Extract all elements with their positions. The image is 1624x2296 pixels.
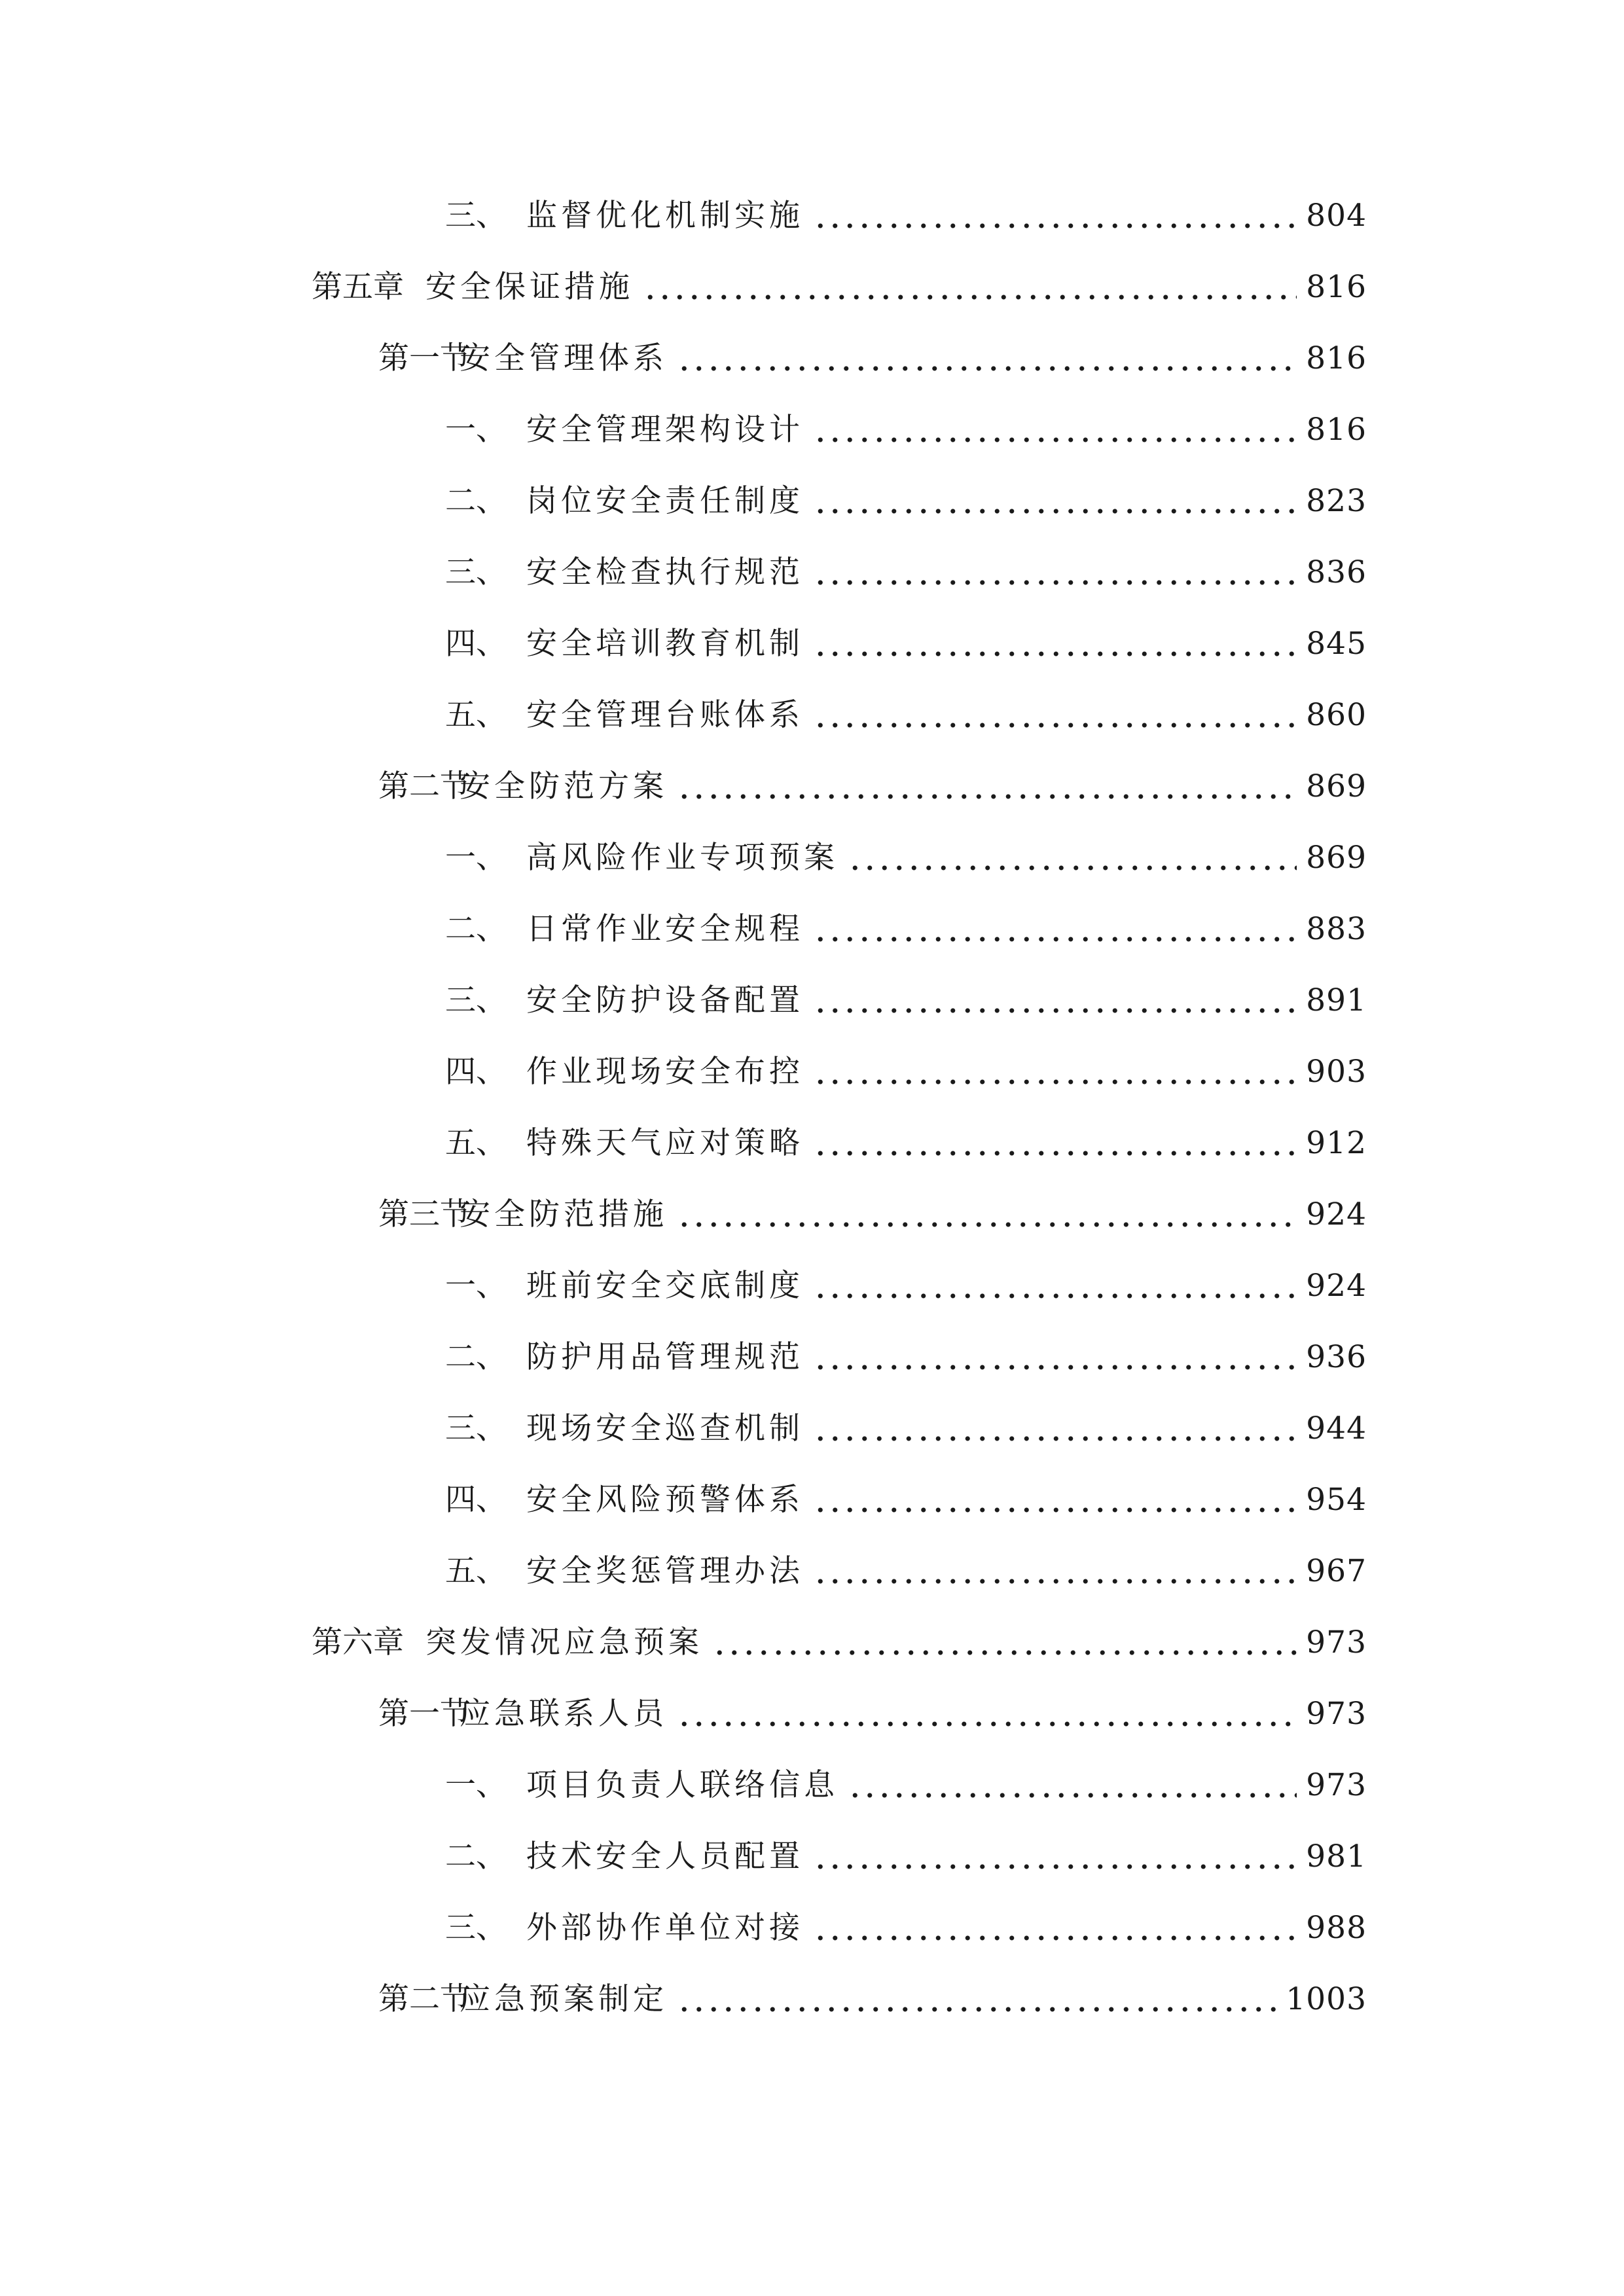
toc-entry-page: 804 xyxy=(1306,198,1367,234)
toc-entry[interactable] xyxy=(445,1396,1367,1448)
toc-entry-title: 项目负责人联络信息 xyxy=(526,1767,839,1803)
toc-entry-marker: 第一节 xyxy=(378,340,471,376)
toc-entry-marker: 第六章 xyxy=(312,1624,404,1660)
toc-entry-title: 监督优化机制实施 xyxy=(526,198,804,234)
toc-entry-marker: 五、 xyxy=(445,1553,507,1589)
toc-entry-page: 981 xyxy=(1306,1839,1367,1874)
toc-entry-page: 823 xyxy=(1306,483,1367,519)
toc-entry[interactable] xyxy=(445,397,1367,450)
toc-entry-marker: 四、 xyxy=(445,1054,507,1090)
toc-entry-title: 现场安全巡查机制 xyxy=(526,1410,804,1446)
toc-entry-page: 973 xyxy=(1306,1624,1367,1660)
toc-entry-page: 816 xyxy=(1306,340,1367,376)
toc-entry-marker: 一、 xyxy=(445,412,507,448)
toc-entry-page: 869 xyxy=(1306,768,1367,804)
dot-leader xyxy=(813,1007,1297,1014)
dot-leader xyxy=(848,1792,1297,1799)
dot-leader xyxy=(677,1221,1297,1228)
toc-entry[interactable] xyxy=(312,1610,1367,1662)
toc-entry-title: 安全奖惩管理办法 xyxy=(526,1553,804,1589)
toc-entry-marker: 二、 xyxy=(445,1339,507,1375)
toc-entry-page: 924 xyxy=(1306,1196,1367,1232)
toc-entry-title: 外部协作单位对接 xyxy=(526,1910,804,1946)
toc-entry-page: 836 xyxy=(1306,554,1367,590)
toc-entry-page: 924 xyxy=(1306,1268,1367,1304)
toc-entry-page: 860 xyxy=(1306,697,1367,733)
toc-entry[interactable] xyxy=(445,1111,1367,1163)
dot-leader xyxy=(813,1935,1297,1941)
dot-leader xyxy=(813,722,1297,728)
toc-entry[interactable] xyxy=(445,897,1367,949)
toc-entry[interactable] xyxy=(378,326,1367,378)
dot-leader xyxy=(813,936,1297,942)
toc-entry[interactable] xyxy=(445,1325,1367,1377)
toc-entry-marker: 第一节 xyxy=(378,1696,471,1732)
toc-entry-page: 944 xyxy=(1306,1410,1367,1446)
toc-entry-page: 891 xyxy=(1306,982,1367,1018)
toc-entry-page: 954 xyxy=(1306,1482,1367,1518)
toc-entry[interactable] xyxy=(312,255,1367,307)
toc-entry-title: 班前安全交底制度 xyxy=(526,1268,804,1304)
toc-entry-marker: 三、 xyxy=(445,554,507,590)
dot-leader xyxy=(813,1150,1297,1157)
toc-entry-title: 安全保证措施 xyxy=(425,269,634,305)
toc-entry-title: 作业现场安全布控 xyxy=(526,1054,804,1090)
toc-entry-title: 应急预案制定 xyxy=(460,1981,668,2017)
toc-entry-title: 安全检查执行规范 xyxy=(526,554,804,590)
toc-entry-title: 安全管理架构设计 xyxy=(526,412,804,448)
toc-entry[interactable] xyxy=(445,1824,1367,1876)
toc-entry-page: 973 xyxy=(1306,1767,1367,1803)
toc-entry-marker: 五、 xyxy=(445,697,507,733)
toc-entry-title: 日常作业安全规程 xyxy=(526,911,804,947)
toc-entry-title: 防护用品管理规范 xyxy=(526,1339,804,1375)
toc-entry[interactable] xyxy=(378,754,1367,806)
dot-leader xyxy=(813,1863,1297,1870)
toc-entry[interactable] xyxy=(378,1967,1367,2019)
toc-entry-title: 技术安全人员配置 xyxy=(526,1839,804,1874)
toc-entry-title: 安全培训教育机制 xyxy=(526,626,804,662)
dot-leader xyxy=(677,1721,1297,1727)
toc-entry-page: 912 xyxy=(1306,1125,1367,1161)
toc-entry-title: 安全防范方案 xyxy=(460,768,668,804)
toc-entry[interactable] xyxy=(445,1467,1367,1520)
toc-entry[interactable] xyxy=(445,1753,1367,1805)
toc-entry[interactable] xyxy=(445,183,1367,236)
dot-leader xyxy=(813,437,1297,443)
toc-entry[interactable] xyxy=(445,1039,1367,1092)
toc-entry-page: 988 xyxy=(1306,1910,1367,1946)
toc-entry[interactable] xyxy=(445,540,1367,592)
toc-entry-marker: 三、 xyxy=(445,982,507,1018)
dot-leader xyxy=(643,294,1297,300)
toc-entry-marker: 三、 xyxy=(445,1410,507,1446)
dot-leader xyxy=(848,865,1297,871)
toc-entry-page: 973 xyxy=(1306,1696,1367,1732)
toc-entry-marker: 二、 xyxy=(445,483,507,519)
toc-entry-marker: 四、 xyxy=(445,626,507,662)
toc-entry[interactable] xyxy=(445,683,1367,735)
toc-entry-title: 高风险作业专项预案 xyxy=(526,840,839,876)
toc-entry-marker: 第三节 xyxy=(378,1196,471,1232)
toc-entry-page: 816 xyxy=(1306,412,1367,448)
dot-leader xyxy=(813,651,1297,657)
toc-entry-page: 936 xyxy=(1306,1339,1367,1375)
toc-entry-title: 安全管理体系 xyxy=(460,340,668,376)
dot-leader xyxy=(712,1649,1297,1656)
toc-entry-marker: 二、 xyxy=(445,911,507,947)
toc-entry-page: 967 xyxy=(1306,1553,1367,1589)
toc-entry[interactable] xyxy=(445,825,1367,878)
dot-leader xyxy=(813,579,1297,586)
dot-leader xyxy=(813,1578,1297,1585)
toc-entry-marker: 第二节 xyxy=(378,768,471,804)
dot-leader xyxy=(813,1079,1297,1085)
dot-leader xyxy=(677,365,1297,372)
dot-leader xyxy=(813,1435,1297,1442)
toc-entry-marker: 一、 xyxy=(445,1767,507,1803)
toc-entry-marker: 四、 xyxy=(445,1482,507,1518)
toc-entry-title: 安全管理台账体系 xyxy=(526,697,804,733)
toc-entry-title: 岗位安全责任制度 xyxy=(526,483,804,519)
toc-entry-marker: 一、 xyxy=(445,1268,507,1304)
toc-entry-marker: 三、 xyxy=(445,1910,507,1946)
toc-entry[interactable] xyxy=(445,968,1367,1020)
dot-leader xyxy=(813,223,1297,229)
dot-leader xyxy=(813,1507,1297,1513)
toc-entry-marker: 三、 xyxy=(445,198,507,234)
toc-entry-marker: 一、 xyxy=(445,840,507,876)
toc-entry-marker: 第二节 xyxy=(378,1981,471,2017)
toc-entry-title: 特殊天气应对策略 xyxy=(526,1125,804,1161)
toc-entry[interactable] xyxy=(378,1182,1367,1234)
toc-entry[interactable] xyxy=(378,1681,1367,1734)
toc-entry[interactable] xyxy=(445,1895,1367,1948)
toc-entry-title: 安全防护设备配置 xyxy=(526,982,804,1018)
toc-entry-page: 816 xyxy=(1306,269,1367,305)
toc-entry[interactable] xyxy=(445,1253,1367,1306)
toc-entry-marker: 五、 xyxy=(445,1125,507,1161)
dot-leader xyxy=(677,793,1297,800)
toc-entry-marker: 二、 xyxy=(445,1839,507,1874)
toc-entry-marker: 第五章 xyxy=(312,269,404,305)
dot-leader xyxy=(677,2006,1276,2013)
toc-entry-page: 903 xyxy=(1306,1054,1367,1090)
dot-leader xyxy=(813,508,1297,514)
toc-entry-title: 应急联系人员 xyxy=(460,1696,668,1732)
toc-entry-page: 883 xyxy=(1306,911,1367,947)
toc-entry-page: 1003 xyxy=(1286,1981,1367,2017)
toc-entry-page: 845 xyxy=(1306,626,1367,662)
toc-entry-title: 安全防范措施 xyxy=(460,1196,668,1232)
toc-entry-title: 突发情况应急预案 xyxy=(425,1624,703,1660)
toc-entry[interactable] xyxy=(445,1539,1367,1591)
toc-entry[interactable] xyxy=(445,469,1367,521)
toc-entry-page: 869 xyxy=(1306,840,1367,876)
dot-leader xyxy=(813,1364,1297,1371)
toc-entry-title: 安全风险预警体系 xyxy=(526,1482,804,1518)
toc-entry[interactable] xyxy=(445,611,1367,664)
dot-leader xyxy=(813,1293,1297,1299)
